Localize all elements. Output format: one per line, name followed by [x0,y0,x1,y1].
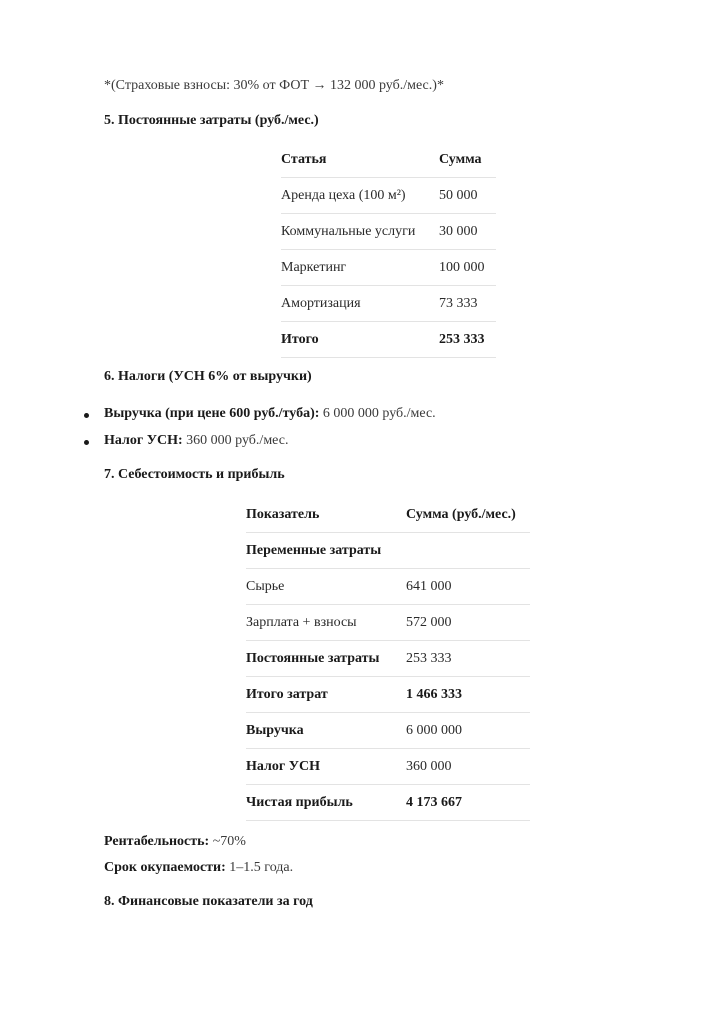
table-row-total [281,322,496,358]
cell-amount: 30 000 [439,214,496,250]
table-row [246,569,530,605]
section-8-heading: 8. Финансовые показатели за год [104,894,313,909]
cell-amount: 50 000 [439,178,496,214]
column-header-indicator: Показатель [246,497,406,533]
payback-line [104,860,293,876]
section-7-heading: 7. Себестоимость и прибыль [104,467,285,482]
table-row [281,286,496,322]
table-row [246,533,530,569]
fixed-costs-table [281,142,496,358]
table-row-total [246,785,530,821]
cell-amount: 73 333 [439,286,496,322]
cell-amount: 100 000 [439,250,496,286]
table-row [281,250,496,286]
cell-indicator: Сырье [246,569,406,605]
section-6-heading: 6. Налоги (УСН 6% от выручки) [104,369,312,384]
table-row [281,214,496,250]
payback-value: 1–1.5 года. [225,860,294,875]
cell-amount: 360 000 [406,749,530,785]
cell-indicator: Зарплата + взносы [246,605,406,641]
payback-label: Срок окупаемости: [104,860,226,875]
profitability-value: ~70% [209,834,246,849]
bullet-value: 6 000 000 руб./мес. [319,406,436,421]
table-row [246,605,530,641]
list-item [104,406,436,422]
cell-item: Амортизация [281,286,439,322]
bullet-dot [84,440,89,445]
table-row [246,749,530,785]
bullet-dot [84,413,89,418]
bullet-label: Выручка (при цене 600 руб./туба): [104,406,320,421]
profitability-line [104,834,246,850]
table-row [281,178,496,214]
section-5-heading: 5. Постоянные затраты (руб./мес.) [104,113,319,128]
table-row [246,641,530,677]
bullet-label: Налог УСН: [104,433,183,448]
table-row [246,677,530,713]
cell-item: Аренда цеха (100 м²) [281,178,439,214]
cell-indicator: Итого затрат [246,677,406,713]
table-header-row [281,142,496,178]
bullet-value: 360 000 руб./мес. [182,433,289,448]
cell-amount: 572 000 [406,605,530,641]
cell-amount: 253 333 [406,641,530,677]
column-header-amount: Сумма [439,142,496,178]
table-header-row [246,497,530,533]
cell-indicator: Постоянные затраты [246,641,406,677]
cell-item: Маркетинг [281,250,439,286]
cell-amount: 6 000 000 [406,713,530,749]
cell-amount: 4 173 667 [406,785,530,821]
cell-indicator: Чистая прибыль [246,785,406,821]
cell-indicator: Налог УСН [246,749,406,785]
table-row [246,713,530,749]
cell-item: Итого [281,322,439,358]
cell-item: Коммунальные услуги [281,214,439,250]
list-item [104,433,288,449]
cost-profit-table [246,497,530,821]
cell-amount: 1 466 333 [406,677,530,713]
cell-indicator: Выручка [246,713,406,749]
cell-amount: 253 333 [439,322,496,358]
column-header-amount: Сумма (руб./мес.) [406,497,530,533]
cell-indicator: Переменные затраты [246,533,406,569]
profitability-label: Рентабельность: [104,834,210,849]
column-header-item: Статья [281,142,439,178]
cell-amount: 641 000 [406,569,530,605]
cell-amount [406,533,530,569]
insurance-note: *(Страховые взносы: 30% от ФОТ → 132 000 руб./мес.)* [104,78,444,93]
